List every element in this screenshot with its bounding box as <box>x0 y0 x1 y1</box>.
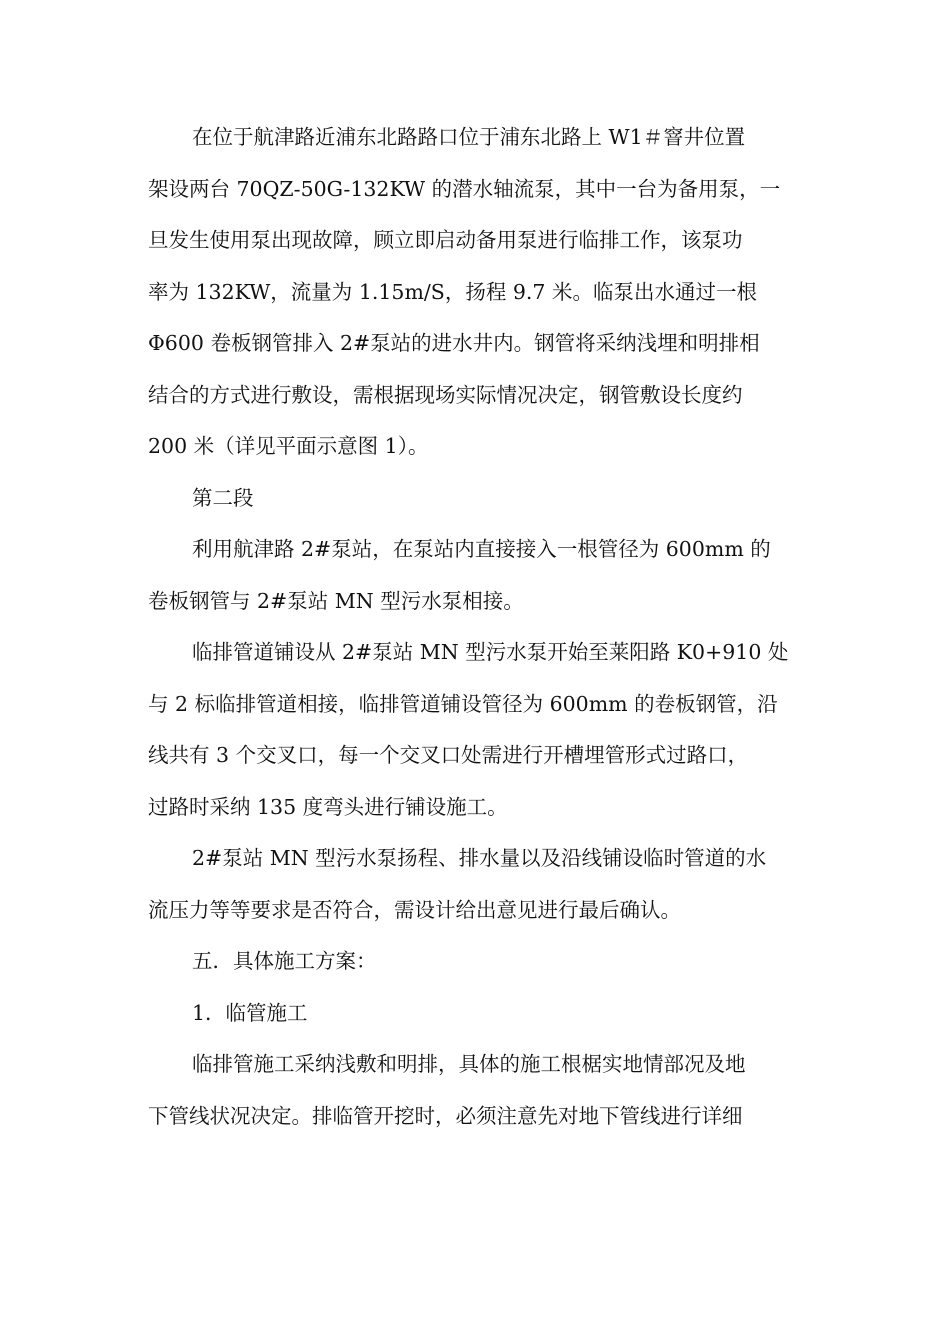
text-line: 下管线状况决定。排临管开挖时，必须注意先对地下管线进行详细 <box>148 1103 743 1128</box>
text-line: 利用航津路 2#泵站，在泵站内直接接入一根管径为 600mm 的 <box>192 537 771 561</box>
text-line: 率为 132KW，流量为 1.15m/S，扬程 9.7 米。临泵出水通过一根 <box>148 279 757 304</box>
document-body <box>148 112 808 1142</box>
section-heading: 第二段 <box>192 485 254 510</box>
text-line: 过路时采纳 135 度弯头进行铺设施工。 <box>148 794 508 819</box>
text-line: 线共有 3 个交叉口，每一个交叉口处需进行开槽埋管形式过路口， <box>148 743 749 767</box>
text-line: 在位于航津路近浦东北路路口位于浦东北路上 W1＃窨井位置 <box>192 125 746 149</box>
text-line: 流压力等等要求是否符合，需设计给出意见进行最后确认。 <box>148 897 681 922</box>
subsection-heading: 1．临管施工 <box>192 1000 308 1025</box>
text-line: 临排管道铺设从 2#泵站 MN 型污水泵开始至莱阳路 K0+910 处 <box>192 640 789 664</box>
text-line: 结合的方式进行敷设，需根据现场实际情况决定，钢管敷设长度约 <box>148 382 743 407</box>
text-line: 临排管施工采纳浅敷和明排，具体的施工根椐实地情部况及地 <box>192 1052 746 1076</box>
text-line: 2#泵站 MN 型污水泵扬程、排水量以及沿线铺设临时管道的水 <box>192 846 767 870</box>
text-line: 架设两台 70QZ-50G-132KW 的潜水轴流泵，其中一台为备用泵，一 <box>148 176 781 201</box>
text-line: 200 米（详见平面示意图 1）。 <box>148 434 429 458</box>
text-line: 卷板钢管与 2#泵站 MN 型污水泵相接。 <box>148 588 524 613</box>
text-line: Φ600 卷板钢管排入 2#泵站的进水井内。钢管将采纳浅埋和明排相 <box>148 331 760 355</box>
text-line: 与 2 标临排管道相接，临排管道铺设管径为 600mm 的卷板钢管，沿 <box>148 691 778 716</box>
text-line: 旦发生使用泵出现故障，顾立即启动备用泵进行临排工作，该泵功 <box>148 228 743 252</box>
section-heading: 五．具体施工方案： <box>192 949 377 973</box>
